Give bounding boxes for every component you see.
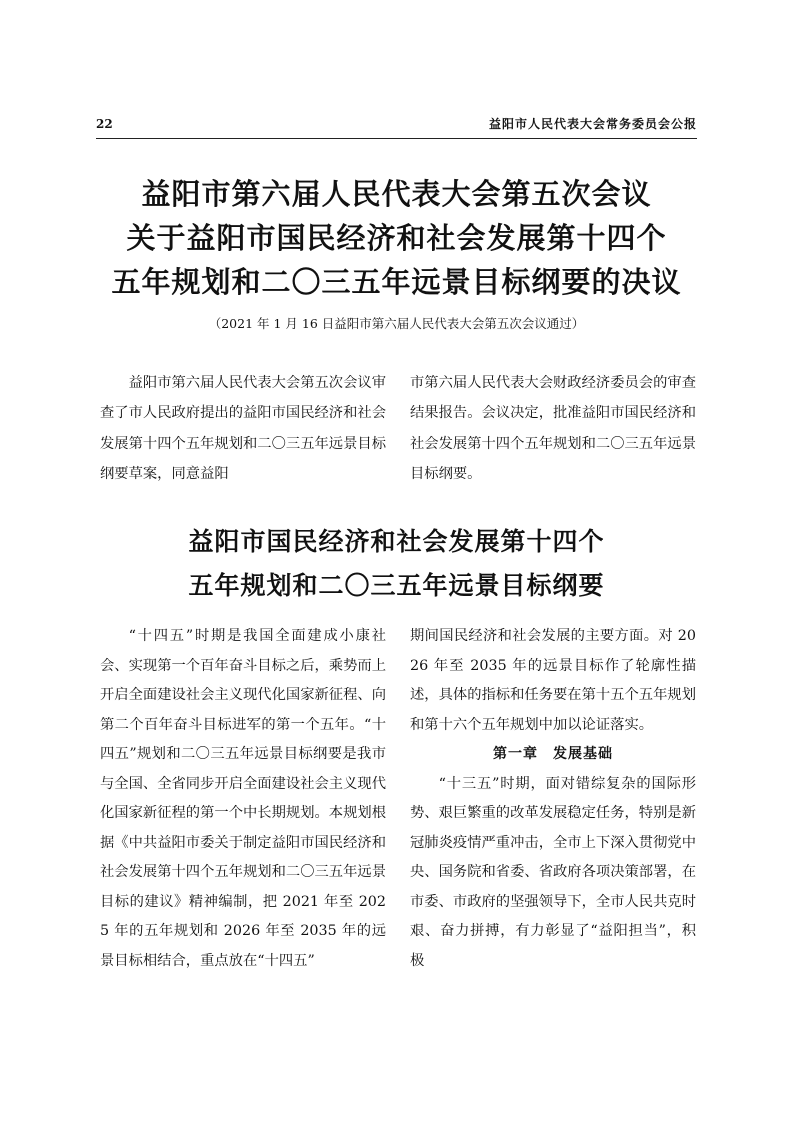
outline-title <box>0 520 793 608</box>
resolution-paragraph-left: 益阳市第六届人民代表大会第五次会议审查了市人民政府提出的益阳市国民经济和社会发展第十四个五年规划和二〇三五年远景目标纲要草案，同意益阳 <box>100 375 386 482</box>
outline-body-right <box>410 622 696 976</box>
outline-body-left <box>100 622 386 976</box>
adoption-note: （2021 年 1 月 16 日益阳市第六届人民代表大会第五次会议通过） <box>208 316 585 331</box>
outline-title-line-2: 五年规划和二〇三五年远景目标纲要 <box>188 571 605 600</box>
outline-intro-continuation: 期间国民经济和社会发展的主要方面。对 2026 年至 2035 年的远景目标作了轮廓性描述，具体的指标和任务要在第十五个五年规划和第十六个五年规划中加以论证落实。 <box>410 628 696 733</box>
resolution-title-line-1: 益阳市第六届人民代表大会第五次会议 <box>141 177 652 211</box>
outline-title-line-1: 益阳市国民经济和社会发展第十四个 <box>188 527 605 556</box>
header-rule <box>96 138 697 139</box>
page-number: 22 <box>96 117 113 131</box>
resolution-body-left <box>100 368 386 489</box>
resolution-title <box>0 172 793 304</box>
journal-title: 益阳市人民代表大会常务委员会公报 <box>488 117 697 131</box>
resolution-title-line-2: 关于益阳市国民经济和社会发展第十四个 <box>126 221 667 255</box>
chapter-heading: 第一章 发展基础 <box>493 746 613 762</box>
chapter-paragraph: “十三五”时期，面对错综复杂的国际形势、艰巨繁重的改革发展稳定任务，特别是新冠肺炎疫情严重冲击，全市上下深入贯彻党中央、国务院和省委、省政府各项决策部署，在市委、市政府的坚强领导下，全市人民共克时艰、奋力拼搏，有力彰显了“益阳担当”，积极 <box>410 775 696 969</box>
resolution-title-line-3: 五年规划和二〇三五年远景目标纲要的决议 <box>111 265 682 299</box>
resolution-paragraph-right: 市第六届人民代表大会财政经济委员会的审查结果报告。会议决定，批准益阳市国民经济和社会发展第十四个五年规划和二〇三五年远景目标纲要。 <box>410 375 696 482</box>
resolution-body-right <box>410 368 696 489</box>
outline-intro-paragraph: “十四五”时期是我国全面建成小康社会、实现第一个百年奋斗目标之后，乘势而上开启全面建设社会主义现代化国家新征程、向第二个百年奋斗目标进军的第一个五年。“十四五”规划和二〇三五年远景目标纲要是我市与全国、全省同步开启全面建设社会主义现代化国家新征程的第一个中长期规划。本规划根据《中共益阳市委关于制定益阳市国民经济和社会发展第十四个五年规划和二〇三五年远景目标的建议》精神编制，把 2021 年至 2025 年的五年规划和 2026 年至 2035 年的远景目标相结合，重点放在“十四五” <box>100 628 386 969</box>
